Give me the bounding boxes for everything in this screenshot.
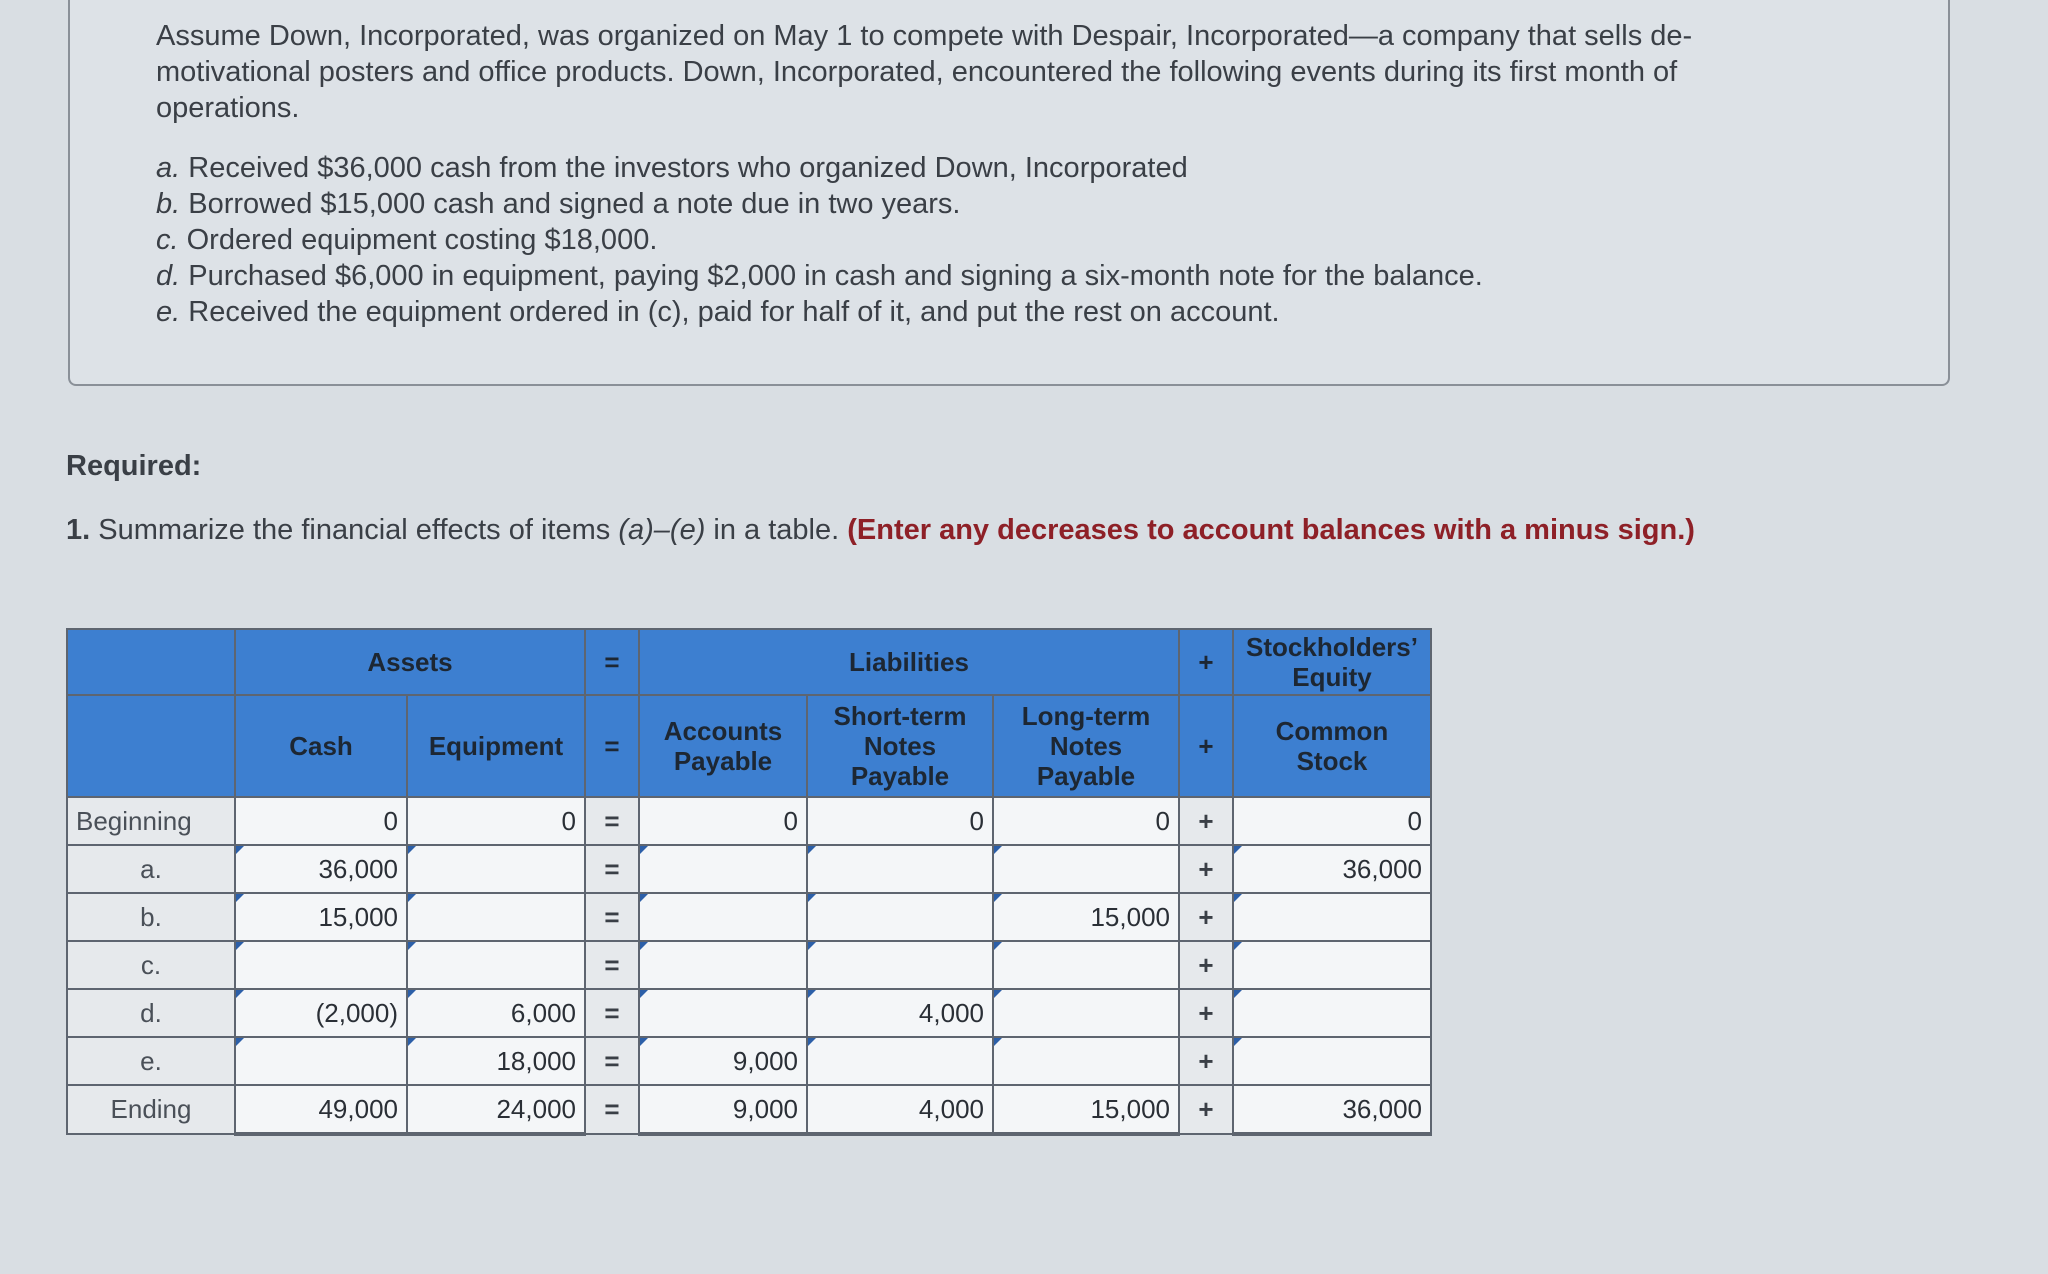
header-equals: = [585,629,639,695]
common-stock-input[interactable] [1233,893,1431,941]
event-item [156,150,1816,186]
table-row [67,845,1431,893]
event-item [156,294,1816,330]
row-label: e. [67,1037,235,1085]
event-letter: b. [156,188,181,220]
table-row [67,797,1431,845]
cash-input[interactable]: 15,000 [235,893,407,941]
instruction-text2: in a table. [713,514,840,546]
instruction-emphasis: (Enter any decreases to account balances with a minus sign.) [847,514,1695,546]
row-label: a. [67,845,235,893]
table-row [67,1085,1431,1134]
short-term-notes-total: 4,000 [807,1085,993,1134]
header-equity: Stockholders’ Equity [1233,629,1431,695]
accounts-payable-input[interactable] [639,893,807,941]
table-row [67,941,1431,989]
equals-sign: = [585,1085,639,1134]
subheader-equals: = [585,695,639,797]
equals-sign: = [585,845,639,893]
problem-intro: Assume Down, Incorporated, was organized on May 1 to compete with Despair, Incorporated—a company that sells de-motivational posters and office products. Down, Incorporated, encountered the following events during its first month of operations. [156,20,1693,124]
common-stock-input[interactable] [1233,941,1431,989]
short-term-notes-cell: 0 [807,797,993,845]
short-term-notes-input[interactable] [807,1037,993,1085]
plus-sign: + [1179,893,1233,941]
plus-sign: + [1179,1037,1233,1085]
cash-input[interactable] [235,941,407,989]
col-long-term-notes: Long-term Notes Payable [993,695,1179,797]
equipment-cell: 0 [407,797,585,845]
table-row [67,989,1431,1037]
short-term-notes-input[interactable] [807,893,993,941]
long-term-notes-input[interactable] [993,989,1179,1037]
cash-input[interactable] [235,1037,407,1085]
row-label: b. [67,893,235,941]
long-term-notes-input[interactable] [993,941,1179,989]
accounts-payable-input[interactable]: 9,000 [639,1037,807,1085]
col-accounts-payable: Accounts Payable [639,695,807,797]
event-item [156,258,1816,294]
equipment-input[interactable] [407,893,585,941]
cash-input[interactable]: 36,000 [235,845,407,893]
equipment-input[interactable]: 18,000 [407,1037,585,1085]
event-item [156,186,1816,222]
equals-sign: = [585,1037,639,1085]
event-letter: e. [156,296,181,328]
event-text: Purchased $6,000 in equipment, paying $2,000 in cash and signing a six-month note for the balance. [188,260,1483,292]
row-label: Beginning [67,797,235,845]
accounts-payable-input[interactable] [639,989,807,1037]
short-term-notes-input[interactable]: 4,000 [807,989,993,1037]
event-text: Received $36,000 cash from the investors who organized Down, Incorporated [188,152,1188,184]
cash-input[interactable]: (2,000) [235,989,407,1037]
common-stock-input[interactable] [1233,989,1431,1037]
header-liabilities: Liabilities [639,629,1179,695]
plus-sign: + [1179,1085,1233,1134]
accounts-payable-input[interactable] [639,941,807,989]
short-term-notes-input[interactable] [807,845,993,893]
short-term-notes-input[interactable] [807,941,993,989]
long-term-notes-input[interactable] [993,1037,1179,1085]
equipment-input[interactable] [407,941,585,989]
col-short-term-notes: Short-term Notes Payable [807,695,993,797]
instruction-text: Summarize the financial effects of items [98,514,611,546]
subheader-blank [67,695,235,797]
accounts-payable-input[interactable] [639,845,807,893]
equals-sign: = [585,797,639,845]
long-term-notes-total: 15,000 [993,1085,1179,1134]
instruction-range: (a)–(e) [618,514,706,546]
plus-sign: + [1179,941,1233,989]
event-letter: a. [156,152,181,184]
long-term-notes-input[interactable]: 15,000 [993,893,1179,941]
table-row [67,893,1431,941]
accounts-payable-total: 9,000 [639,1085,807,1134]
header-assets: Assets [235,629,585,695]
instruction [66,514,1966,547]
row-label: Ending [67,1085,235,1134]
table-row [67,1037,1431,1085]
effects-table [66,628,1432,1136]
subheader-plus: + [1179,695,1233,797]
col-cash: Cash [235,695,407,797]
common-stock-total: 36,000 [1233,1085,1431,1134]
equals-sign: = [585,893,639,941]
cash-cell: 0 [235,797,407,845]
header-blank [67,629,235,695]
plus-sign: + [1179,845,1233,893]
accounts-payable-cell: 0 [639,797,807,845]
col-equipment: Equipment [407,695,585,797]
row-label: d. [67,989,235,1037]
required-heading: Required: [66,450,202,482]
equipment-total: 24,000 [407,1085,585,1134]
event-letter: d. [156,260,181,292]
header-plus: + [1179,629,1233,695]
cash-total: 49,000 [235,1085,407,1134]
equipment-input[interactable]: 6,000 [407,989,585,1037]
event-text: Ordered equipment costing $18,000. [186,224,658,256]
equals-sign: = [585,941,639,989]
event-list [156,150,1816,330]
common-stock-cell: 0 [1233,797,1431,845]
event-item [156,222,1816,258]
common-stock-input[interactable] [1233,1037,1431,1085]
long-term-notes-input[interactable] [993,845,1179,893]
common-stock-input[interactable]: 36,000 [1233,845,1431,893]
instruction-number: 1. [66,514,91,546]
col-common-stock: Common Stock [1233,695,1431,797]
plus-sign: + [1179,989,1233,1037]
plus-sign: + [1179,797,1233,845]
long-term-notes-cell: 0 [993,797,1179,845]
event-letter: c. [156,224,179,256]
equipment-input[interactable] [407,845,585,893]
equals-sign: = [585,989,639,1037]
row-label: c. [67,941,235,989]
event-text: Borrowed $15,000 cash and signed a note due in two years. [188,188,961,220]
event-text: Received the equipment ordered in (c), paid for half of it, and put the rest on account. [188,296,1280,328]
